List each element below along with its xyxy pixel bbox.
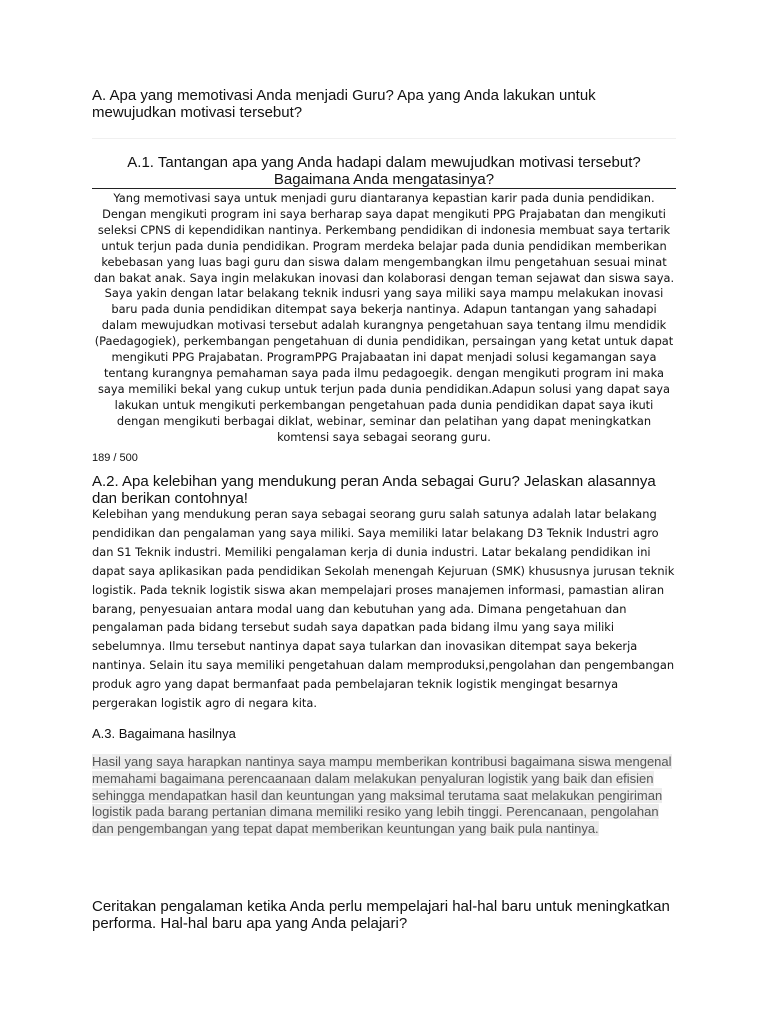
answer-a2-text: Kelebihan yang mendukung peran saya sebagai seorang guru salah satunya adalah latar belakang pendidikan dan pengalaman yang saya miliki. Saya memiliki latar belakang D3 Teknik Industri agro dan S1 Teknik industri. Memiliki pengalaman kerja di dunia industri. Latar bekalang pendidikan ini dapat saya aplikasikan pada pendidikan Sekolah menengah Kejuruan (SMK) khususnya jurusan teknik logistik. Pada teknik logistik siswa akan mempelajari proses manajemen informasi, pamastian aliran barang, penyesuaian antara modal uang dan kebutuhan yang ada. Dimana pengetahuan dan pengalaman pada bidang tersebut sudah saya dapatkan pada bidang ilmu yang saya miliki sebelumnya. Ilmu tersebut nantinya dapat saya tularkan dan inovasikan ditempat saya bekerja nantinya. Selain itu saya memiliki pengetahuan dalam memproduksi,pengolahan dan pengembangan produk agro yang dapat bermanfaat pada pembelajaran teknik logistik mengingat besarnya pergerakan logistik agro di negara kita.: [92, 507, 675, 711]
question-a3-heading: A.3. Bagaimana hasilnya: [92, 726, 236, 741]
heading-underline: [92, 188, 676, 189]
question-a1-heading: A.1. Tantangan apa yang Anda hadapi dalam mewujudkan motivasi tersebut? Bagaimana Anda mengatasinya?: [127, 154, 641, 188]
faint-divider: [92, 138, 676, 139]
question-a2-heading: A.2. Apa kelebihan yang mendukung peran Anda sebagai Guru? Jelaskan alasannya dan berikan contohnya!: [92, 473, 656, 507]
answer-a3-text: [92, 754, 676, 838]
answer-a3-highlight: Hasil yang saya harapkan nantinya saya mampu memberikan kontribusi bagaimana siswa mengenal memahami bagaimana perencaanaan dalam melakukan penyaluran logistik yang baik dan efisien sehingga mendapatkan hasil dan keuntungan yang maksimal terutama saat melakukan pengiriman logistik pada barang pertanian dimana memiliki resiko yang lebih tinggi. Perencanaan, pengolahan dan pengembangan yang tepat dapat memberikan keuntungan yang baik pula nantinya.: [92, 754, 672, 837]
question-b-heading: Ceritakan pengalaman ketika Anda perlu mempelajari hal-hal baru untuk meningkatkan performa. Hal-hal baru apa yang Anda pelajari?: [92, 898, 670, 932]
character-counter: 189 / 500: [92, 452, 138, 464]
question-a-heading: A. Apa yang memotivasi Anda menjadi Guru? Apa yang Anda lakukan untuk mewujudkan motivasi tersebut?: [92, 87, 596, 121]
answer-a1-text: Yang memotivasi saya untuk menjadi guru diantaranya kepastian karir pada dunia pendidikan. Dengan mengikuti program ini saya berharap saya dapat mengikuti PPG Prajabatan dan mengikuti seleksi CPNS di kependidikan nantinya. Perkembang pendidikan di indonesia membuat saya tertarik untuk terjun pada dunia pendidikan. Program merdeka belajar pada dunia pendidikan memberikan kebebasan yang luas bagi guru dan siswa dalam mengembangkan ilmu pengetahuan sesuai minat dan bakat anak. Saya ingin melakukan inovasi dan kolaborasi dengan teman sejawat dan siswa saya. Saya yakin dengan latar belakang teknik indusri yang saya miliki saya mampu melakukan inovasi baru pada dunia pendidikan ditempat saya bekerja nantinya. Adapun tantangan yang sahadapi dalam mewujudkan motivasi tersebut adalah kurangnya pengetahuan saya tentang ilmu mendidik (Paedagogiek), perkembangan pengetahuan di dunia pendidikan, persaingan yang ketat untuk dapat mengikuti PPG Prajabatan. ProgramPPG Prajabaatan ini dapat menjadi solusi kegamangan saya tentang kurangnya pemahaman saya pada ilmu pedagoegik. dengan mengikuti program ini maka saya memiliki bekal yang cukup untuk terjun pada dunia pendidikan.Adapun solusi yang dapat saya lakukan untuk mengikuti perkembangan pengetahuan pada dunia pendidikan dapat saya ikuti dengan mengikuti berbagai diklat, webinar, seminar dan pelatihan yang dapat meningkatkan komtensi saya sebagai seorang guru.: [93, 191, 675, 444]
